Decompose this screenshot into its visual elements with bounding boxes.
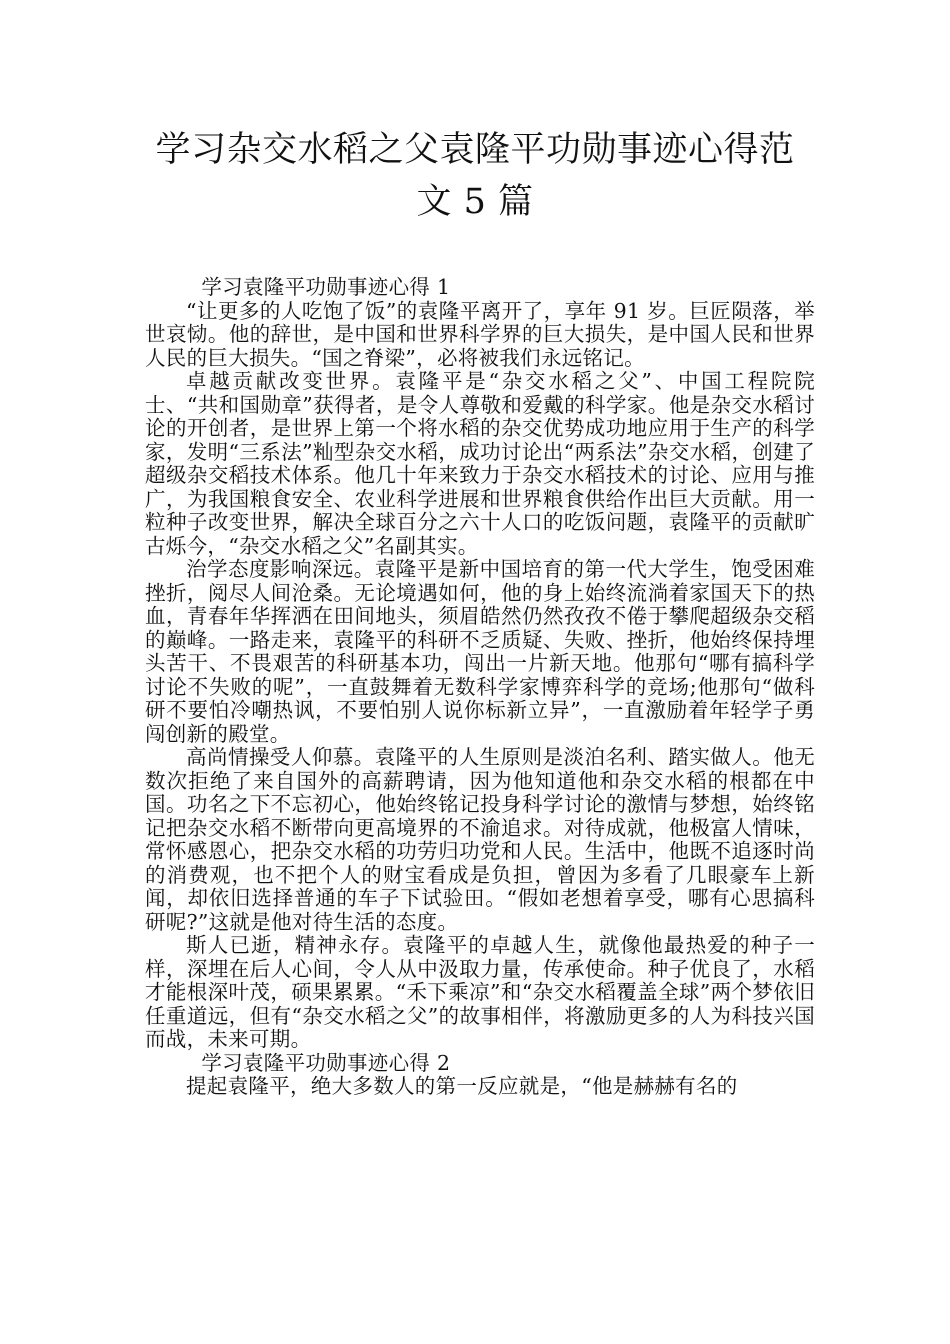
document-body [145,276,815,1099]
paragraph-6: 提起袁隆平，绝大多数人的第一反应就是，“他是赫赫有名的 [186,1074,738,1098]
section-heading-2: 学习袁隆平功勋事迹心得 2 [201,1050,451,1075]
paragraph-1: “让更多的人吃饱了饭”的袁隆平离开了，享年 91 岁。巨匠陨落，举世哀恸。他的辞世，是中国和世界科学界的巨大损失，是中国人民和世界人民的巨大损失。“国之脊梁”，必将被我们永远铭记。 [145,298,815,370]
section-heading-1: 学习袁隆平功勋事迹心得 1 [201,275,451,299]
paragraph-4: 高尚情操受人仰慕。袁隆平的人生原则是淡泊名利、踏实做人。他无数次拒绝了来自国外的高薪聘请，因为他知道他和杂交水稻的根都在中国。功名之下不忘初心，他始终铭记投身科学讨论的激情与梦想，始终铭记把杂交水稻不断带向更高境界的不渝追求。对待成就，他极富人情味，常怀感恩心，把杂交水稻的功劳归功党和人民。生活中，他既不追逐时尚的消费观，也不把个人的财宝看成是负担，曾因为多看了几眼豪车上新闻，却依旧选择普通的车子下试验田。“假如老想着享受，哪有心思搞科研呢?”这就是他对待生活的态度。 [145,745,815,934]
title-line-2: 文 5 篇 [416,182,534,222]
paragraph-2: 卓越贡献改变世界。袁隆平是“杂交水稻之父”、中国工程院院士、“共和国勋章”获得者，是令人尊敬和爱戴的科学家。他是杂交水稻讨论的开创者，是世界上第一个将水稻的杂交优势成功地应用于生产的科学家，发明“三系法”籼型杂交水稻，成功讨论出“两系法”杂交水稻，创建了超级杂交稻技术体系。他几十年来致力于杂交水稻技术的讨论、应用与推广，为我国粮食安全、农业科学进展和世界粮食供给作出巨大贡献。用一粒种子改变世界，解决全球百分之六十人口的吃饭问题，袁隆平的贡献旷古烁今，“杂交水稻之父”名副其实。 [145,369,815,558]
title-line-1: 学习杂交水稻之父袁隆平功勋事迹心得范 [155,130,795,170]
document-title [120,124,830,228]
paragraph-3: 治学态度影响深远。袁隆平是新中国培育的第一代大学生，饱受困难挫折，阅尽人间沧桑。无论境遇如何，他的身上始终流淌着家国天下的热血，青春年华挥洒在田间地头，须眉皓然仍然孜孜不倦于攀爬超级杂交稻的巅峰。一路走来，袁隆平的科研不乏质疑、失败、挫折，他始终保持埋头苦干、不畏艰苦的科研基本功，闯出一片新天地。他那句“哪有搞科学讨论不失败的呢”，一直鼓舞着无数科学家博弈科学的竞场;他那句“做科研不要怕冷嘲热讽，不要怕别人说你标新立异”，一直激励着年轻学子勇闯创新的殿堂。 [145,557,815,746]
paragraph-5: 斯人已逝，精神永存。袁隆平的卓越人生，就像他最热爱的种子一样，深埋在后人心间，令人从中汲取力量，传承使命。种子优良了，水稻才能根深叶茂，硕果累累。“禾下乘凉”和“杂交水稻覆盖全球”两个梦依旧任重道远，但有“杂交水稻之父”的故事相伴，将激励更多的人为科技兴国而战，未来可期。 [145,933,815,1051]
